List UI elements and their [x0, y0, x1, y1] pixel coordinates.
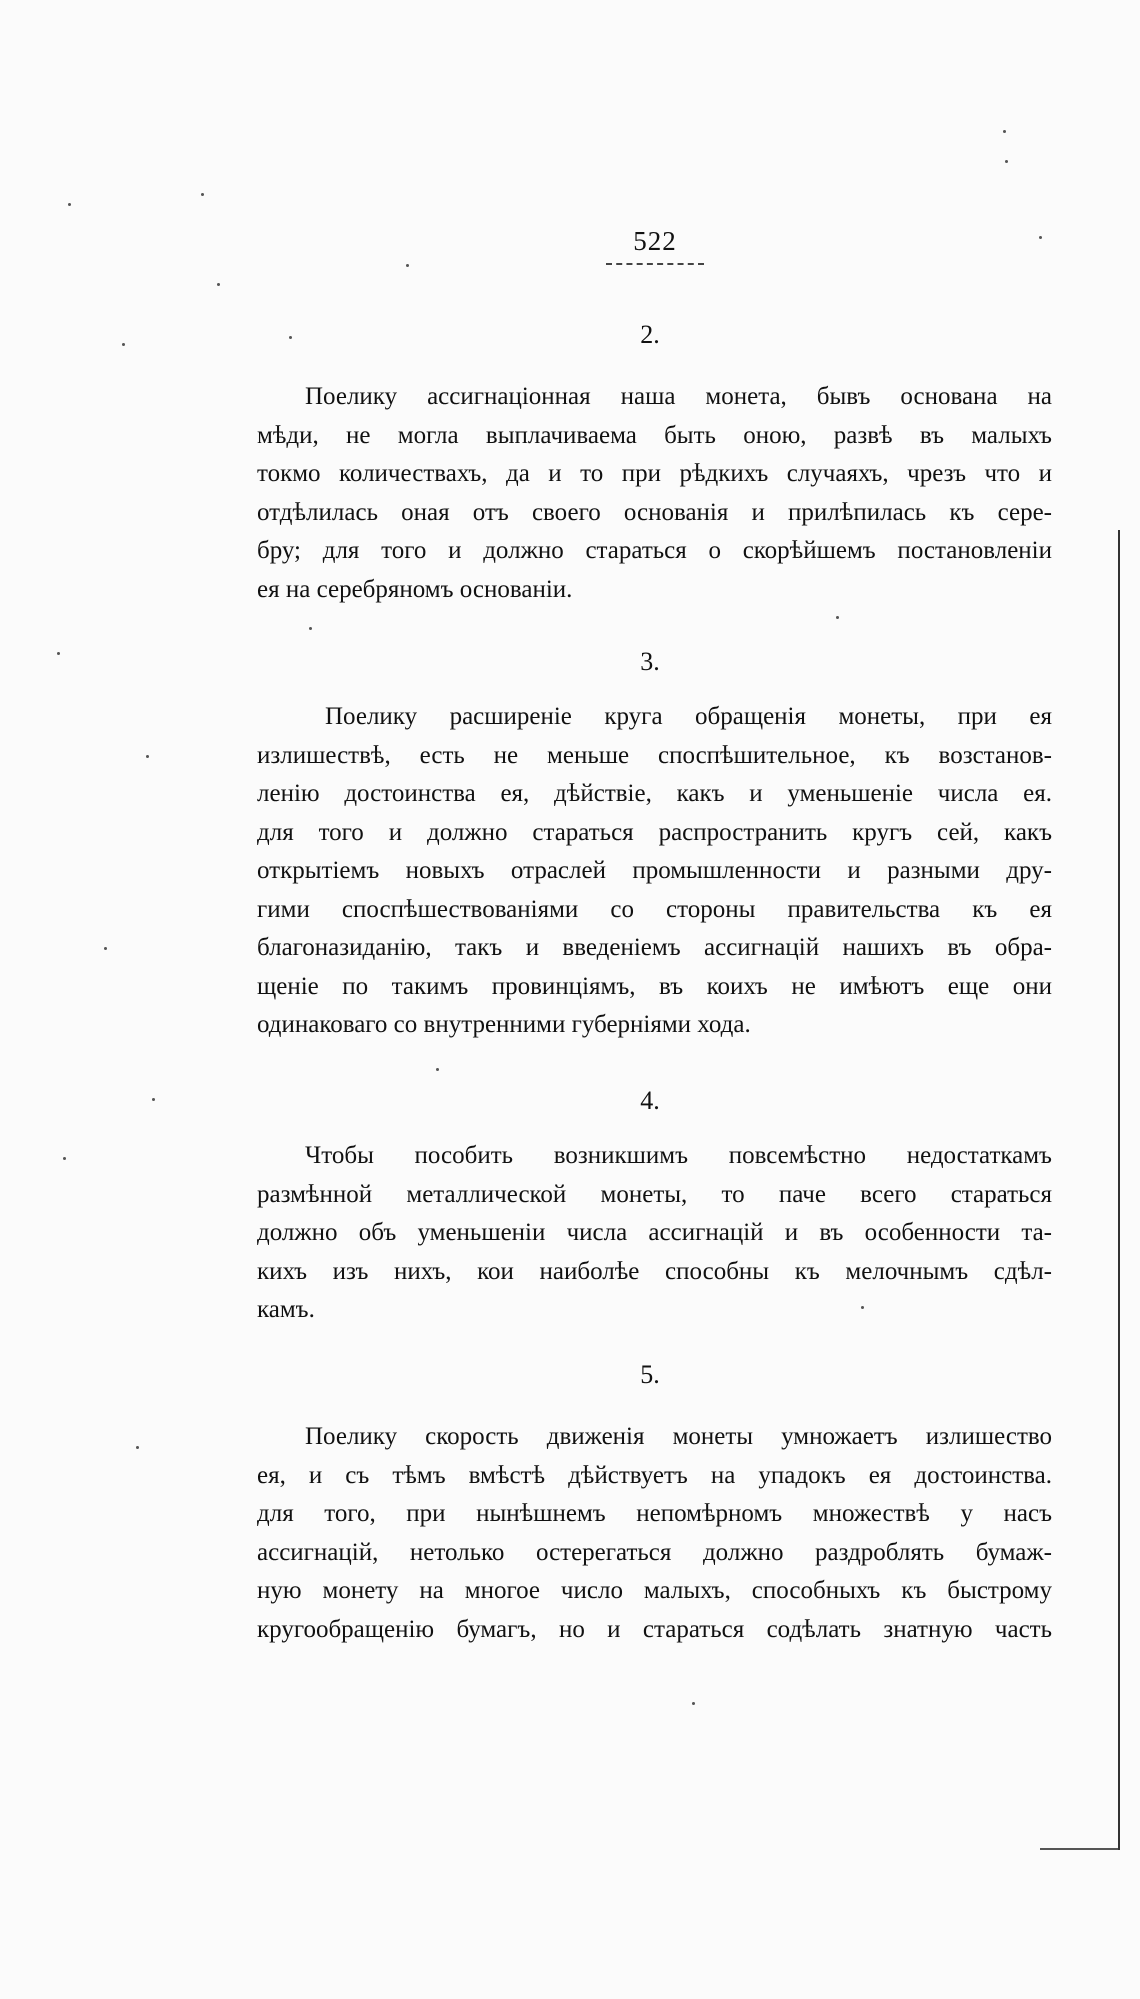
paragraph-section-4 [257, 1137, 1052, 1330]
scan-speck [57, 652, 60, 655]
text-line: токмо количествахъ, да и то при рѣдкихъ случаяхъ, чрезъ что и [257, 460, 1052, 487]
text-line: отдѣлилась оная отъ своего основанія и прилѣпилась къ сере- [257, 498, 1052, 526]
text-line: одинаковаго со внутренними губерніями хода. [257, 1011, 751, 1038]
section-number-3: 3. [640, 647, 660, 676]
scan-speck [1005, 160, 1008, 163]
scan-speck [1003, 130, 1006, 133]
scan-speck [146, 755, 149, 758]
scan-speck [152, 1098, 155, 1101]
scan-speck [1039, 236, 1042, 239]
text-line: ассигнацій, нетолько остерегаться должно раздроблять бумаж- [257, 1538, 1052, 1566]
scan-speck [201, 193, 204, 196]
text-line: ея на серебряномъ основаніи. [257, 575, 573, 603]
scan-speck [406, 264, 409, 267]
scan-speck [436, 1068, 439, 1071]
scan-speck [309, 627, 312, 630]
text-line: Поелику расширеніе круга обращенія монеты, при ея [325, 703, 1052, 730]
paragraph-section-3 [257, 698, 1052, 1045]
scan-speck [861, 1306, 864, 1309]
text-line: ленію достоинства ея, дѣйствіе, какъ и уменьшеніе числа ея. [257, 780, 1052, 807]
text-line: для того, при нынѣшнемъ непомѣрномъ множествѣ у насъ [257, 1500, 1052, 1527]
text-line: гими споспѣшествованіями со стороны правительства къ ея [257, 895, 1052, 923]
text-line: Чтобы пособить возникшимъ повсемѣстно недостаткамъ [305, 1142, 1052, 1169]
text-line: кихъ изъ нихъ, кои наиболѣе способны къ мелочнымъ сдѣл- [257, 1257, 1052, 1285]
section-number-5: 5. [640, 1360, 660, 1389]
text-line: излишествѣ, есть не меньше споспѣшительное, къ возстанов- [257, 741, 1052, 769]
paragraph-section-5 [257, 1418, 1052, 1649]
scan-speck [217, 283, 220, 286]
scan-speck [836, 616, 839, 619]
text-line: Поелику ассигнаціонная наша монета, бывъ основана на [305, 383, 1052, 410]
scan-speck [692, 1702, 695, 1705]
text-line: для того и должно стараться распространить кругъ сей, какъ [257, 818, 1052, 846]
paragraph-section-2 [257, 378, 1052, 609]
scan-speck [68, 203, 71, 206]
text-line: мѣди, не могла выплачиваема быть оною, развѣ въ малыхъ [257, 421, 1052, 449]
text-line: Поелику скорость движенія монеты умножаетъ излишество [305, 1423, 1052, 1450]
text-line: ную монету на многое число малыхъ, способныхъ къ быстрому [257, 1577, 1052, 1604]
text-line: благоназиданію, такъ и введеніемъ ассигнацій нашихъ въ обра- [257, 934, 1052, 961]
text-line: должно объ уменьшеніи числа ассигнацій и въ особенности та- [257, 1219, 1052, 1246]
scan-speck [63, 1157, 66, 1160]
text-line: размѣнной металлической монеты, то паче всего стараться [257, 1180, 1052, 1208]
text-line: открытіемъ новыхъ отраслей промышленности и разными дру- [257, 857, 1052, 884]
scan-speck [289, 336, 292, 339]
scan-margin-rule [1040, 1848, 1118, 1850]
scan-speck [122, 343, 125, 346]
page-number: 522 [633, 226, 677, 256]
scan-margin-rule [1118, 530, 1120, 1850]
text-line: кругообращенію бумагъ, но и стараться содѣлать знатную часть [257, 1615, 1052, 1643]
text-line: камъ. [257, 1296, 315, 1323]
scan-speck [104, 947, 107, 950]
section-number-2: 2. [640, 320, 660, 349]
text-line: ея, и съ тѣмъ вмѣстѣ дѣйствуетъ на упадокъ ея достоинства. [257, 1461, 1052, 1489]
text-line: щеніе по такимъ провинціямъ, въ коихъ не имѣютъ еще они [257, 972, 1052, 1000]
scan-speck [136, 1446, 139, 1449]
page-number-rule [606, 263, 704, 265]
text-line: бру; для того и должно стараться о скорѣйшемъ постановленіи [257, 537, 1052, 564]
section-number-4: 4. [640, 1086, 660, 1115]
